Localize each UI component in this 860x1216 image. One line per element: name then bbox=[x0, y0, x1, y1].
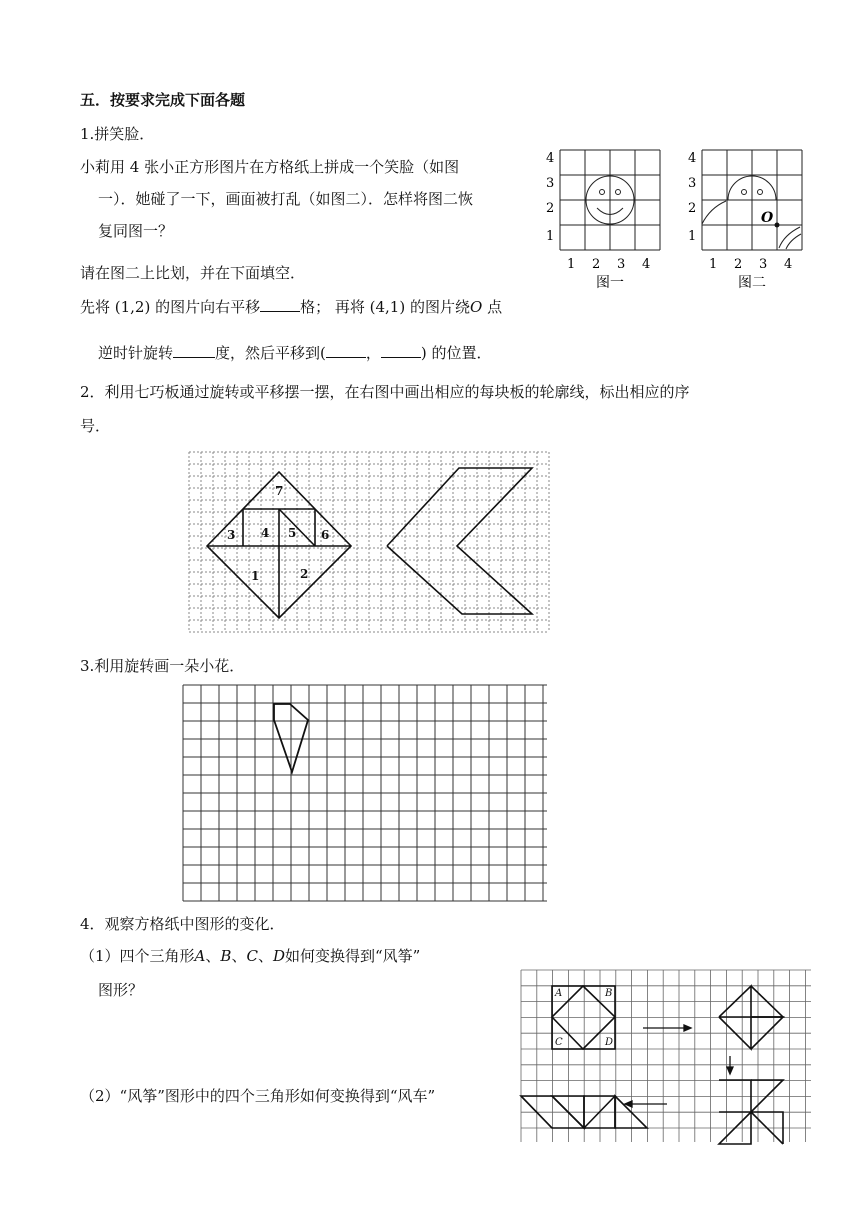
q2-line2: 号． bbox=[80, 417, 111, 435]
q1-line6-b: 度，然后平移到( bbox=[215, 344, 326, 362]
piece-label-4: 4 bbox=[261, 526, 270, 540]
fig1-x-3: 3 bbox=[617, 257, 626, 272]
letter-d: D bbox=[272, 947, 285, 965]
letter-c: C bbox=[246, 947, 258, 965]
fig1-caption: 图一 bbox=[596, 275, 624, 291]
fig1-x-4: 4 bbox=[642, 257, 651, 272]
letter-a: A bbox=[194, 947, 206, 965]
fig1-y-1: 1 bbox=[546, 229, 555, 244]
q3-title: 3.利用旋转画一朵小花． bbox=[80, 657, 245, 675]
sep-1: 、 bbox=[205, 947, 221, 965]
q4-title: 4．观察方格纸中图形的变化． bbox=[80, 915, 285, 933]
q4-sub2: （2）“风筝”图形中的四个三角形如何变换得到“风车” bbox=[80, 1087, 436, 1105]
piece-label-3: 3 bbox=[227, 528, 236, 542]
q1-line5 bbox=[80, 297, 502, 317]
q4-sub1 bbox=[80, 946, 420, 966]
q1-line6-d: ) 的位置． bbox=[420, 344, 492, 362]
fig2-y-3: 3 bbox=[688, 176, 697, 191]
sep-3: 、 bbox=[257, 947, 273, 965]
q1-line5-d: 点 bbox=[482, 298, 503, 316]
tri-label-d: D bbox=[605, 1037, 614, 1048]
piece-label-1: 1 bbox=[251, 569, 260, 583]
q1-line3: 复同图一？ bbox=[98, 222, 174, 240]
figure-1 bbox=[540, 145, 670, 295]
figure-2 bbox=[682, 145, 812, 295]
fig2-x-3: 3 bbox=[759, 257, 768, 272]
piece-label-2: 2 bbox=[300, 567, 309, 581]
square-grid bbox=[183, 685, 547, 901]
fig1-x-1: 1 bbox=[567, 257, 576, 272]
fig1-y-2: 2 bbox=[546, 201, 555, 216]
q1-line6-a: 逆时针旋转 bbox=[98, 344, 174, 362]
q1-line6 bbox=[98, 343, 492, 363]
piece-label-7: 7 bbox=[275, 484, 284, 498]
answer-blank-1[interactable] bbox=[260, 297, 300, 312]
q1-line5-a: 先将 (1,2) 的图片向右平移 bbox=[80, 298, 261, 316]
answer-blank-4[interactable] bbox=[381, 343, 421, 358]
kite-square-grid bbox=[521, 970, 811, 1142]
q4-sub1-c: 图形？ bbox=[98, 981, 144, 999]
fig2-y-2: 2 bbox=[688, 201, 697, 216]
q1-line6-c: ， bbox=[365, 344, 381, 362]
q1-line1: 小莉用 4 张小正方形图片在方格纸上拼成一个笑脸（如图 bbox=[80, 158, 460, 176]
tri-label-c: C bbox=[555, 1037, 563, 1048]
kite-windmill-figure bbox=[521, 970, 812, 1143]
q1-line5-b: 格； 再将 (4,1) 的图片绕 bbox=[300, 298, 470, 316]
target-outline bbox=[387, 468, 532, 614]
point-o-label: O bbox=[469, 298, 483, 316]
tri-label-b: B bbox=[605, 988, 613, 999]
q4-sub1-a: （1）四个三角形 bbox=[80, 947, 195, 965]
q2-line1: 2．利用七巧板通过旋转或平移摆一摆，在右图中画出相应的每块板的轮廓线，标出相应的序 bbox=[80, 383, 690, 401]
tangram-figure bbox=[187, 450, 553, 636]
piece-label-6: 6 bbox=[321, 528, 330, 542]
fig2-x-2: 2 bbox=[734, 257, 743, 272]
q1-line2: 一）．她碰了一下，画面被打乱（如图二）．怎样将图二恢 bbox=[98, 190, 474, 208]
answer-blank-3[interactable] bbox=[326, 343, 366, 358]
section-title: 五．按要求完成下面各题 bbox=[80, 91, 246, 109]
sep-2: 、 bbox=[231, 947, 247, 965]
piece-label-5: 5 bbox=[288, 526, 297, 540]
fig2-x-4: 4 bbox=[784, 257, 793, 272]
point-o-dot bbox=[775, 223, 780, 228]
letter-b: B bbox=[220, 947, 232, 965]
fig2-y-1: 1 bbox=[688, 229, 697, 244]
fig1-y-3: 3 bbox=[546, 176, 555, 191]
tri-label-a: A bbox=[555, 988, 563, 999]
fig1-y-4: 4 bbox=[546, 151, 555, 166]
fig2-y-4: 4 bbox=[688, 151, 697, 166]
q1-title: 1.拼笑脸． bbox=[80, 125, 155, 143]
fig1-x-2: 2 bbox=[592, 257, 601, 272]
q4-sub1-b: 如何变换得到“风筝” bbox=[284, 947, 421, 965]
flower-grid-figure bbox=[182, 684, 548, 902]
fig2-caption: 图二 bbox=[738, 275, 766, 291]
fig2-point-o: O bbox=[761, 210, 774, 226]
fig2-x-1: 1 bbox=[709, 257, 718, 272]
answer-blank-2[interactable] bbox=[173, 343, 215, 358]
q1-line4: 请在图二上比划，并在下面填空． bbox=[80, 264, 306, 282]
